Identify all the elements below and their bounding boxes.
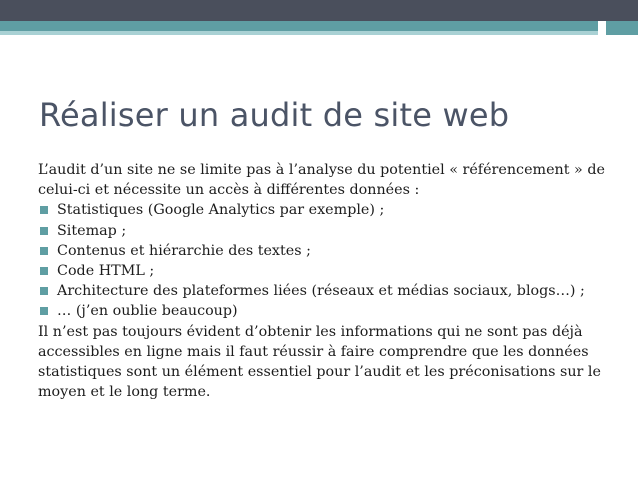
list-item-text: Statistiques (Google Analytics par exemple) ; xyxy=(57,202,385,219)
square-bullet-icon xyxy=(40,267,48,275)
square-bullet-icon xyxy=(40,227,48,235)
list-item-text: Contenus et hiérarchie des textes ; xyxy=(57,242,311,259)
closing-paragraph: Il n’est pas toujours évident d’obtenir les informations qui ne sont pas déjà accessibles en ligne mais il faut réussir à faire comprendre que les données statistiques sont un élément essentiel pour l’audit et les préconisations sur le moyen et le long terme. xyxy=(38,323,601,401)
header-band-notch xyxy=(598,21,606,35)
slide-body xyxy=(38,160,618,402)
header-band-dark xyxy=(0,0,638,21)
square-bullet-icon xyxy=(40,247,48,255)
bullet-list xyxy=(38,200,618,321)
list-item xyxy=(38,200,618,220)
list-item-text: … (j’en oublie beaucoup) xyxy=(57,303,238,320)
square-bullet-icon xyxy=(40,307,48,315)
list-item xyxy=(38,261,618,281)
square-bullet-icon xyxy=(40,206,48,214)
slide-title: Réaliser un audit de site web xyxy=(39,96,510,134)
header-band-teal xyxy=(0,21,598,31)
list-item xyxy=(38,301,618,321)
list-item xyxy=(38,221,618,241)
list-item-text: Sitemap ; xyxy=(57,222,127,239)
list-item-text: Architecture des plateformes liées (réseaux et médias sociaux, blogs…) ; xyxy=(57,283,585,300)
list-item-text: Code HTML ; xyxy=(57,263,155,280)
square-bullet-icon xyxy=(40,287,48,295)
header-band-light xyxy=(0,31,598,35)
list-item xyxy=(38,281,618,301)
header-band-teal-right xyxy=(606,21,638,35)
intro-paragraph: L’audit d’un site ne se limite pas à l’analyse du potentiel « référencement » de celui-ci et nécessite un accès à différentes données : xyxy=(38,162,605,199)
list-item xyxy=(38,241,618,261)
